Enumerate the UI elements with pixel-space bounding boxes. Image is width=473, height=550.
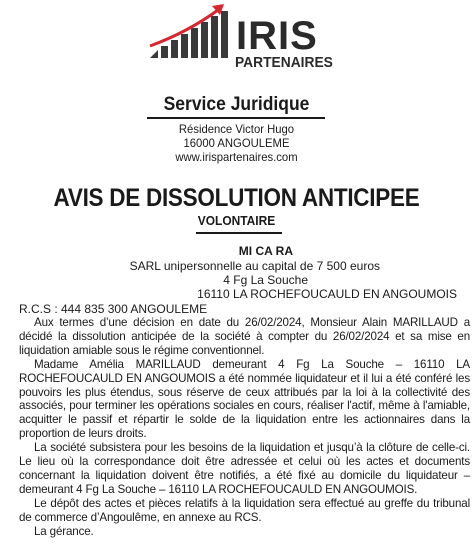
notice-body: [19, 316, 470, 539]
company-rcs: R.C.S : 444 835 300 ANGOULEME: [19, 302, 208, 316]
company-form: SARL unipersonnelle au capital de 7 500 euros: [129, 259, 380, 273]
brand-logo: [0, 0, 473, 80]
company-address-line2: 16110 LA ROCHEFOUCAULD EN ANGOUMOIS: [197, 287, 457, 301]
notice-title: AVIS DE DISSOLUTION ANTICIPEE: [53, 184, 420, 212]
brand-subtitle: PARTENAIRES: [235, 54, 333, 71]
company-address-line1: 4 Fg La Souche: [223, 273, 308, 287]
notice-subtitle: VOLONTAIRE: [197, 213, 276, 228]
paragraph-liquidator: Madame Amélia MARILLAUD demeurant 4 Fg La Souche – 16110 LA ROCHEFOUCAULD EN ANGOUMOIS a été nommée liquidateur et il lui a été conféré les pouvoirs les plus étendus, sous réserve de ceux attribués par la loi à la collectivité des associés, pour terminer les opérations sociales en cours, réaliser l'actif, même à l'amiable, acquitter le passif et répartir le solde de la liquidation entre les actionnaires dans la proportion de leurs droits.: [19, 357, 470, 441]
paragraph-signature: La gérance.: [34, 524, 94, 538]
issuer-website: www.irispartenaires.com: [175, 150, 298, 164]
service-underline: [147, 117, 325, 119]
subtitle-underline: [196, 232, 282, 234]
brand-name: IRIS: [236, 14, 318, 58]
paragraph-filing: Le dépôt des actes et pièces relatifs à la liquidation sera effectué au greffe du tribunal de commerce d’Angoulême, en annexe au RCS.: [19, 496, 470, 524]
issuer-address-line1: Résidence Victor Hugo: [178, 122, 295, 136]
growth-chart-icon: [148, 2, 238, 60]
paragraph-decision: Aux termes d’une décision en date du 26/02/2024, Monsieur Alain MARILLAUD a décidé la dissolution anticipée de la société à compter du 26/02/2024 et sa mise en liquidation amiable sous le régime conventionnel.: [19, 316, 470, 357]
issuer-address-line2: 16000 ANGOULEME: [183, 136, 290, 150]
company-name: MI CA RA: [238, 244, 293, 258]
service-heading: Service Juridique: [163, 94, 310, 115]
paragraph-domicile: La société subsistera pour les besoins de la liquidation et jusqu’à la clôture de celle-ci. Le lieu où la correspondance doit être adressée et celui où les actes et documents concernant la liquidation doivent être notifiés, a été fixé au domicile du liquidateur – demeurant 4 Fg La Souche – 16110 LA ROCHEFOUCAULD EN ANGOUMOIS.: [19, 441, 470, 496]
